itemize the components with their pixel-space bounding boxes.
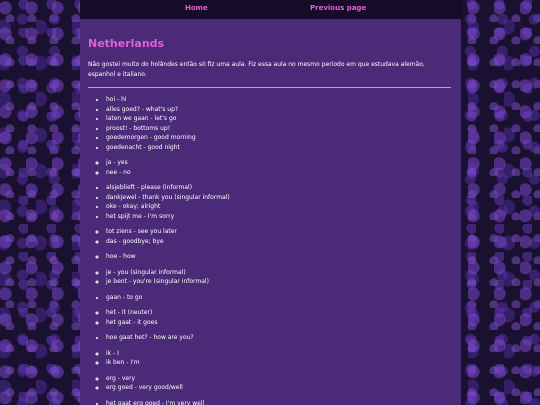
- vocab-list: [88, 374, 453, 393]
- vocab-item: • hoe gaat het? - how are you?: [106, 333, 453, 343]
- vocab-item: ◦ das - goodbye; bye: [106, 237, 453, 247]
- vocab-item: ◦ je bent - you're (singular informal): [106, 277, 453, 287]
- vocab-item: • laten we gaan - let's go: [106, 114, 453, 124]
- vocab-item: ◦ het - it (neuter): [106, 308, 453, 318]
- vocab-item: ◦ tot ziens - see you later: [106, 227, 453, 237]
- divider: [88, 87, 451, 88]
- vocab-item: ◦ het gaat - it goes: [106, 318, 453, 328]
- vocab-item: ◦ hoe - how: [106, 252, 453, 262]
- vocab-item: • oke - okay; alright: [106, 202, 453, 212]
- vocab-list: [88, 399, 453, 405]
- vocab-item: ◦ ja - yes: [106, 158, 453, 168]
- vocab-item: ◦ nee - no: [106, 168, 453, 178]
- nav-home-link[interactable]: Home: [185, 4, 208, 12]
- vocab-list: [88, 227, 453, 246]
- vocab-item: • hoi - hi: [106, 95, 453, 105]
- vocab-list: [88, 349, 453, 368]
- vocab-item: • gaan - to go: [106, 293, 453, 303]
- vocab-item: • goedemorgen - good morning: [106, 133, 453, 143]
- vocab-list: [88, 333, 453, 343]
- vocabulary-lists: [88, 95, 453, 405]
- vocab-item: ◦ je - you (singular informal): [106, 268, 453, 278]
- vocab-item: • dankjewel - thank you (singular informal): [106, 193, 453, 203]
- navbar: [80, 0, 461, 19]
- vocab-item: ◦ ik ben - I'm: [106, 358, 453, 368]
- intro-paragraph: Não gostei muito do holândes então só fiz uma aula. Fiz essa aula no mesmo periodo em que estudava alemão, espanhol e italiano.: [88, 61, 425, 78]
- vocab-list: [88, 252, 453, 262]
- vocab-item: • alles goed? - what's up?: [106, 105, 453, 115]
- vocab-item: • alsjeblieft - please (informal): [106, 183, 453, 193]
- vocab-list: [88, 158, 453, 177]
- main-content: [80, 19, 461, 405]
- vocab-list: [88, 308, 453, 327]
- vocab-list: [88, 268, 453, 287]
- vocab-list: [88, 95, 453, 152]
- vocab-item: • goedenacht - good night: [106, 143, 453, 153]
- vocab-item: • proost! - bottoms up!: [106, 124, 453, 134]
- page-container: [80, 0, 461, 405]
- vocab-list: [88, 293, 453, 303]
- vocab-list: [88, 183, 453, 221]
- page-title: Netherlands: [88, 37, 165, 50]
- nav-previous-page-link[interactable]: Previous page: [310, 4, 367, 12]
- vocab-item: • het gaat erg goed - I'm very well: [106, 399, 453, 405]
- vocab-item: ◦ erg - very: [106, 374, 453, 384]
- vocab-item: • het spijt me - I'm sorry: [106, 212, 453, 222]
- vocab-item: ◦ ik - I: [106, 349, 453, 359]
- vocab-item: ◦ erg goed - very good/well: [106, 383, 453, 393]
